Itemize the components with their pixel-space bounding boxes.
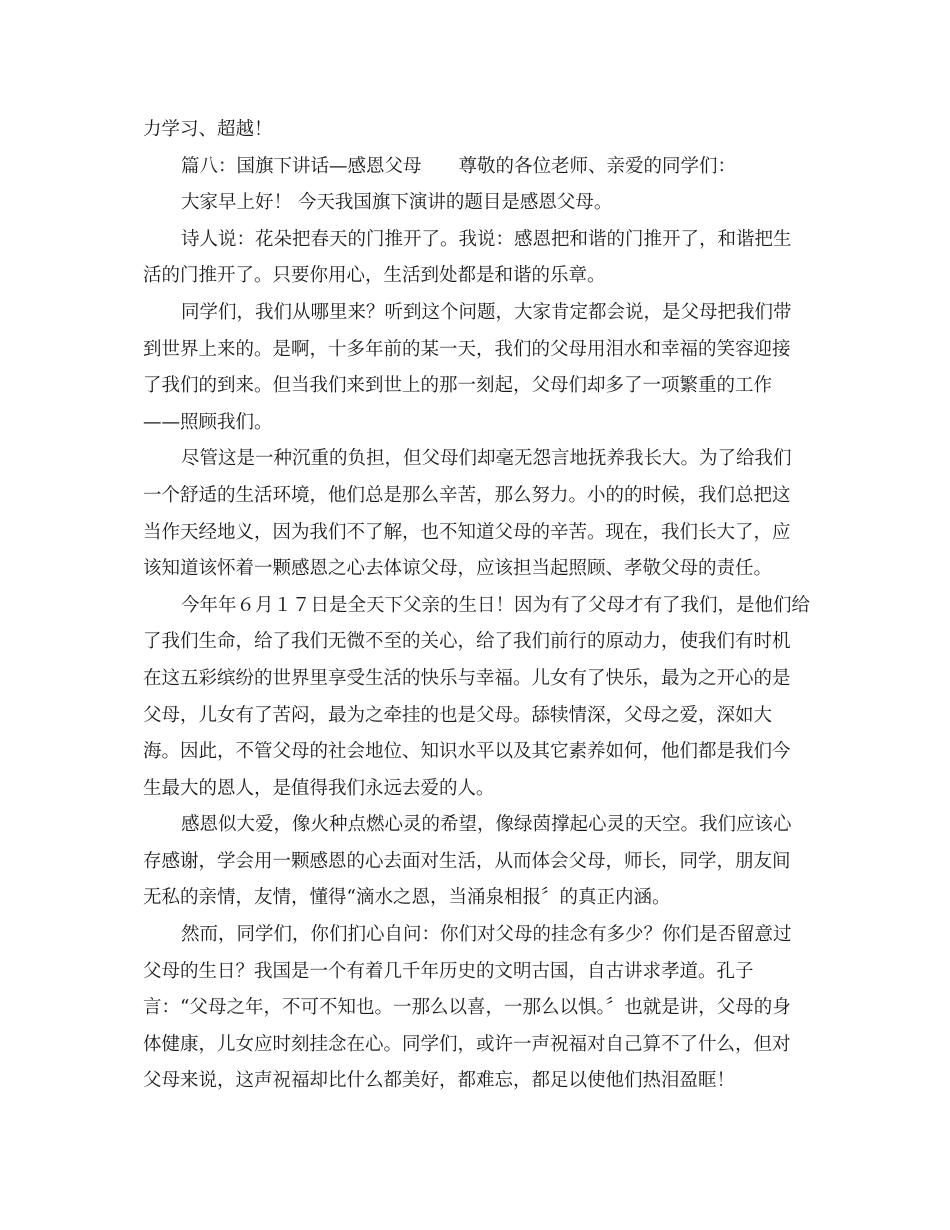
- text-line: 该知道该怀着一颗感恩之心去体谅父母，应该担当起照顾、孝敬父母的责任。: [143, 558, 773, 580]
- text-line: 同学们，我们从哪里来？听到这个问题，大家肯定都会说，是父母把我们带: [181, 301, 792, 323]
- text-line: 然而，同学们，你们扪心自问：你们对父母的挂念有多少？你们是否留意过: [181, 924, 792, 946]
- text-line: 存感谢，学会用一颗感恩的心去面对生活，从而体会父母，师长，同学，朋友间: [143, 850, 791, 872]
- text-line: 诗人说：花朵把春天的门推开了。我说：感恩把和谐的门推开了，和谐把生: [181, 228, 792, 250]
- text-line: 尽管这是一种沉重的负担，但父母们却毫无怨言地抚养我长大。为了给我们: [181, 448, 792, 470]
- text-line: 了我们的到来。但当我们来到世上的那一刻起，父母们却多了一项繁重的工作: [143, 375, 773, 397]
- text-line: 父母的生日？我国是一个有着几千年历史的文明古国，自古讲求孝道。孔子: [143, 960, 754, 982]
- text-line: 海。因此，不管父母的社会地位、知识水平以及其它素养如何，他们都是我们今: [143, 741, 791, 763]
- text-line: 了我们生命，给了我们无微不至的关心，给了我们前行的原动力，使我们有时机: [143, 631, 791, 653]
- text-line: 今年年６月１７日是全天下父亲的生日！因为有了父母才有了我们，是他们给: [181, 594, 811, 616]
- text-line: 到世界上来的。是啊，十多年前的某一天，我们的父母用泪水和幸福的笑容迎接: [143, 338, 791, 360]
- text-line: 言：“父母之年，不可不知也。一那么以喜，一那么以惧。〞也就是讲，父母的身: [143, 997, 791, 1019]
- text-line: 无私的亲情，友情，懂得“滴水之恩，当涌泉相报〞的真正内涵。: [143, 887, 671, 909]
- text-line: 生最大的恩人，是值得我们永远去爱的人。: [143, 777, 495, 799]
- text-line: ——照顾我们。: [143, 411, 273, 433]
- text-line: 父母来说，这声祝福却比什么都美好，都难忘，都足以使他们热泪盈眶！: [143, 1070, 736, 1092]
- text-line: 力学习、超越！: [143, 119, 273, 140]
- text-line: 一个舒适的生活环境，他们总是那么辛苦，那么努力。小的的时候，我们总把这: [143, 484, 791, 506]
- text-line: 大家早上好！ 今天我国旗下演讲的题目是感恩父母。: [181, 192, 613, 214]
- text-line: 感恩似大爱，像火种点燃心灵的希望，像绿茵撑起心灵的天空。我们应该心: [181, 814, 792, 836]
- text-line: 体健康，儿女应时刻挂念在心。同学们，或许一声祝福对自己算不了什么，但对: [143, 1033, 791, 1055]
- text-line: 篇八：国旗下讲话—感恩父母 尊敬的各位老师、亲爱的同学们：: [181, 155, 737, 177]
- text-line: 活的门推开了。只要你用心，生活到处都是和谐的乐章。: [143, 265, 606, 287]
- text-line: 父母，儿女有了苦闷，最为之牵挂的也是父母。舔犊情深，父母之爱，深如大: [143, 704, 773, 726]
- text-line: 在这五彩缤纷的世界里享受生活的快乐与幸福。儿女有了快乐，最为之开心的是: [143, 667, 791, 689]
- text-line: 当作天经地义，因为我们不了解，也不知道父母的辛苦。现在，我们长大了，应: [143, 521, 791, 543]
- document-body: [143, 112, 811, 1100]
